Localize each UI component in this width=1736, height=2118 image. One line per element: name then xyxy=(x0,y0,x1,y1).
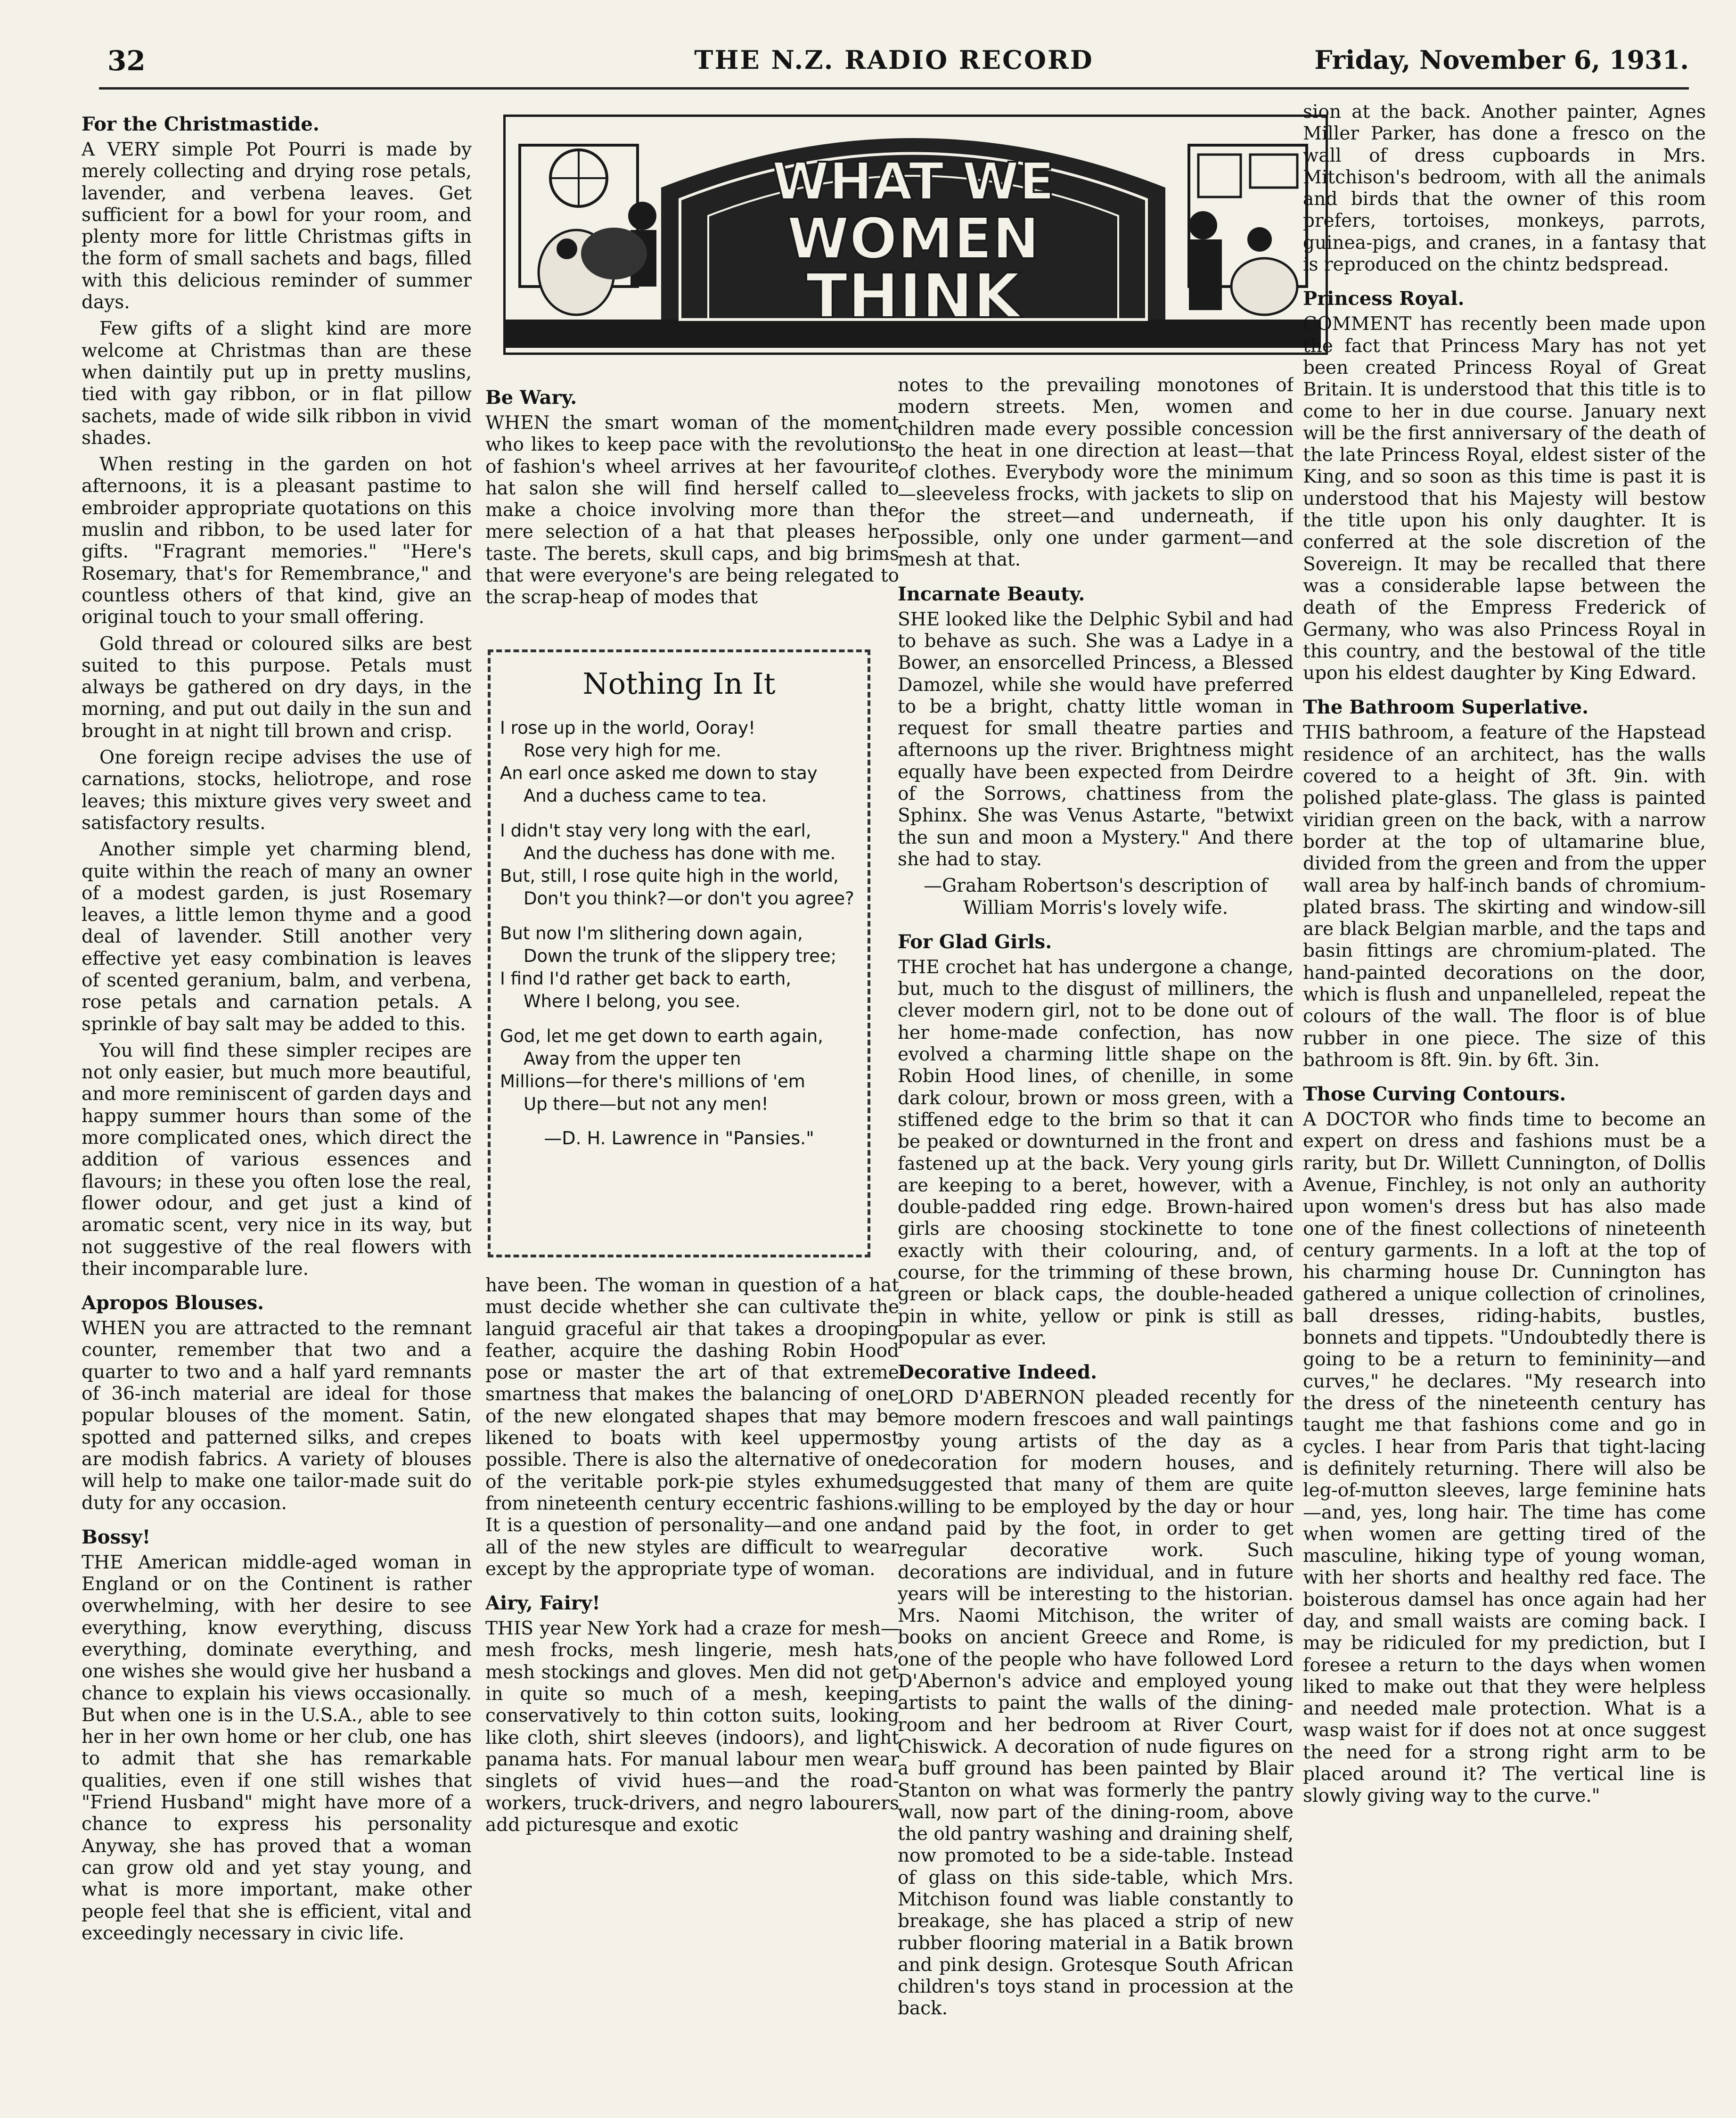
banner-word-1: WHAT WE xyxy=(772,151,1055,212)
poem-stanza xyxy=(500,820,858,910)
poem-body xyxy=(500,717,858,1116)
page-header xyxy=(99,45,1689,90)
article-paragraph: COMMENT has recently been made upon the fact that Princess Mary has not yet been created Princess Royal of Great Britain. It is understood that this title is to come to her in due course. January next will be the first anniversary of the death of the late Princess Royal, eldest sister of the King, and so soon as this time is past it is understood that his Majesty will bestow the title upon his only daughter. It is conferred at the sole discretion of the Sovereign. It may be recalled that there was a considerable lapse between the death of the Empress Frederick of Germany, who was also Princess Royal in this country, and the bestowal of the title upon his eldest daughter by King Edward. xyxy=(1303,313,1706,684)
article-paragraph: WHEN the smart woman of the moment who likes to keep pace with the revolutions of fashion's wheel arrives at her favourite hat salon she will find herself called to make a choice involving more than the mere selection of a hat that pleases her taste. The berets, skull caps, and big brims that were everyone's are being relegated to the scrap-heap of modes that xyxy=(485,412,899,608)
article-heading: Those Curving Contours. xyxy=(1303,1083,1566,1106)
article-paragraph: notes to the prevailing monotones of modern streets. Men, women and children made every possible concession to the heat in one direction at least—that of clothes. Everybody wore the minimum—sleeveless frocks, with jackets to slip on for the street—and underneath, if possible, only one under garment—and mesh at that. xyxy=(898,375,1294,571)
column-4 xyxy=(1303,101,1706,2114)
article-paragraph: THE crochet hat has undergone a change, but, much to the disgust of milliners, the clever modern girl, not to be done out of her home-made confection, has now evolved a charming little shape on the Robin Hood lines, of chenille, in some dark colour, brown or moss green, with a stiffened edge to the brim so that it can be peaked or downturned in the front and fastened up at the back. Very young girls are keeping to a beret, however, with a double-padded ring edge. Brown-haired girls are choosing stockinette to tone exactly with their colouring, and, of course, for the trimming of these brown, green or black caps, the double-headed pin in white, yellow or pink is still as popular as ever. xyxy=(898,956,1294,1349)
article-heading: For Glad Girls. xyxy=(898,930,1052,953)
article-heading: Airy, Fairy! xyxy=(485,1592,600,1615)
poem-line: I rose up in the world, Ooray! xyxy=(500,718,755,738)
article-paragraph: THE American middle-aged woman in England or on the Continent is rather overwhelming, with her desire to see everything, know everything, discuss everything, dominate everything, and one wishes she would give her husband a chance to explain his views occasionally. But when one is in the U.S.A., able to see her in her own home or her club, one has to admit that she has remarkable qualities, even if one still wishes that "Friend Husband" might have more of a chance to express his personality Anyway, she has proved that a woman can grow old and yet stay young, and what is more important, make other people feel that she is efficient, vital and exceedingly necessary in civic life. xyxy=(82,1552,472,1944)
poem-line: I find I'd rather get back to earth, xyxy=(500,969,792,989)
poem-line: But now I'm slithering down again, xyxy=(500,923,803,944)
poem-attribution: —D. H. Lawrence in "Pansies." xyxy=(544,1128,814,1149)
column-3 xyxy=(898,375,1294,2114)
article-paragraph: A VERY simple Pot Pourri is made by merely collecting and drying rose petals, lavender, and verbena leaves. Get sufficient for a bowl for your room, and plenty more for little Christmas gifts in the form of small sachets and bags, filled with this delicious reminder of summer days. xyxy=(82,139,472,313)
poem-stanza xyxy=(500,922,858,1013)
article-paragraph: sion at the back. Another painter, Agnes Miller Parker, has done a fresco on the wall of dress cupboards in Mrs. Mitchison's bedroom, with all the animals and birds that the owner of this room prefers, tortoises, monkeys, parrots, guinea-pigs, and cranes, in a fantasy that is reproduced on the chintz bedspread. xyxy=(1303,101,1706,276)
article-paragraph: THIS bathroom, a feature of the Hapstead residence of an architect, has the walls covered to a height of 3ft. 9in. with polished plate-glass. The glass is painted viridian green on the back, with a narrow border at the top of ultamarine blue, divided from the green and from the upper wall area by half-inch bands of chromium-plated brass. The skirting and window-sill are black Belgian marble, and the taps and basin fittings are chromium-plated. The hand-painted decorations on the door, which is flush and unpanelleled, repeat the colours of the wall. The floor is of blue rubber in one piece. The size of this bathroom is 8ft. 9in. by 6ft. 3in. xyxy=(1303,722,1706,1071)
poem-title: Nothing In It xyxy=(582,666,776,701)
article-paragraph: SHE looked like the Delphic Sybil and had to behave as such. She was a Ladye in a Bower, an ensorcelled Princess, a Blessed Damozel, while she would have preferred to be a bright, chatty little woman in request for small theatre parties and afternoons up the river. Brightness might equally have been expected from Deirdre of the Sorrows, chattiness from the Sphinx. She was Venus Astarte, "betwixt the sun and moon a Mystery." And there she had to stay. xyxy=(898,608,1294,870)
section-banner-illustration xyxy=(503,115,1328,355)
article-heading: The Bathroom Superlative. xyxy=(1303,696,1589,719)
article-signature: —Graham Robertson's description of William Morris's lovely wife. xyxy=(924,875,1268,919)
poem-line: And the duchess has done with me. xyxy=(524,843,836,863)
article-paragraph: Another simple yet charming blend, quite within the reach of many an owner of a modest garden, is just Rosemary leaves, a little lemon thyme and a good deal of lavender. Still another very effective yet easy combination is leaves of scented geranium, balm, and verbena, rose petals and carnation petals. A sprinkle of bay salt may be added to this. xyxy=(82,839,472,1035)
poem-line: An earl once asked me down to stay xyxy=(500,763,818,783)
article-heading: Decorative Indeed. xyxy=(898,1361,1097,1384)
poem-stanza xyxy=(500,1025,858,1116)
poem-stanza xyxy=(500,717,858,807)
article-heading: Incarnate Beauty. xyxy=(898,583,1085,605)
poem-line: And a duchess came to tea. xyxy=(524,786,767,806)
masthead: THE N.Z. RADIO RECORD xyxy=(694,45,1094,75)
poem-line: Millions—for there's millions of 'em xyxy=(500,1071,805,1092)
article-paragraph: THIS year New York had a craze for mesh—mesh frocks, mesh lingerie, mesh hats, mesh stockings and gloves. Men did not get in quite so much of a mesh, keeping conservatively to thin cotton suits, looking like cloth, shirt sleeves (indoors), and light panama hats. For manual labour men wear singlets of vivid hues—and the road-workers, truck-drivers, and negro labourers add picturesque and exotic xyxy=(485,1618,899,1836)
poem-line: Rose very high for me. xyxy=(524,740,721,761)
article-heading: Princess Royal. xyxy=(1303,287,1465,310)
poem-line: Where I belong, you see. xyxy=(524,991,741,1011)
article-paragraph: You will find these simpler recipes are not only easier, but much more beautiful, and more reminiscent of garden days and happy summer hours than some of the more complicated ones, which direct the addition of various essences and flavours; in these you often lose the real, flower odour, and get just a kind of aromatic scent, very nice in its way, but not suggestive of the real flowers with their incomparable lure. xyxy=(82,1040,472,1280)
column-2-top xyxy=(485,375,899,660)
issue-date: Friday, November 6, 1931. xyxy=(1314,45,1689,75)
article-paragraph: When resting in the garden on hot afternoons, it is a pleasant pastime to embroider appropriate quotations on this muslin and ribbon, to be used later for gifts. "Fragrant memories." "Here's Rosemary, that's for Remembrance," and countless others of that kind, give an original touch to your small offering. xyxy=(82,454,472,628)
poem-line: Away from the upper ten xyxy=(524,1049,741,1069)
banner-artwork xyxy=(506,117,1321,348)
article-heading: For the Christmastide. xyxy=(82,113,319,135)
poem-line: But, still, I rose quite high in the world, xyxy=(500,866,839,886)
banner-word-2: WOMEN xyxy=(786,206,1040,272)
article-heading: Be Wary. xyxy=(485,386,577,409)
poem-line: Up there—but not any men! xyxy=(524,1094,769,1114)
page-number: 32 xyxy=(107,45,146,77)
article-paragraph: LORD D'ABERNON pleaded recently for more modern frescoes and wall paintings by young artists of the day as a decoration for modern houses, and suggested that many of them are quite willing to be employed by the day or hour and paid by the foot, in order to get regular decorative work. Such decorations are individual, and in future years will be interesting to the historian. Mrs. Naomi Mitchison, the writer of books on ancient Greece and Rome, is one of the people who have followed Lord D'Abernon's advice and employed young artists to paint the walls of the dining-room and her bedroom at River Court, Chiswick. A decoration of nude figures on a buff ground has been painted by Blair Stanton on what was formerly the pantry wall, now part of the dining-room, above the old pantry washing and draining shelf, now promoted to be a side-table. Instead of glass on this side-table, which Mrs. Mitchison found was liable constantly to breakage, she has placed a strip of new rubber flooring material in a Batik brown and pink design. Grotesque South African children's toys stand in procession at the back. xyxy=(898,1387,1294,2019)
poem-line: Don't you think?—or don't you agree? xyxy=(524,888,854,909)
article-paragraph: One foreign recipe advises the use of carnations, stocks, heliotrope, and rose leaves; this mixture gives very sweet and satisfactory results. xyxy=(82,747,472,834)
article-paragraph: Few gifts of a slight kind are more welcome at Christmas than are these when daintily put up in pretty muslins, tied with gay ribbon, or in flat pillow sachets, made of wide silk ribbon in vivid shades. xyxy=(82,318,472,449)
article-heading: Bossy! xyxy=(82,1526,151,1548)
article-paragraph: have been. The woman in question of a hat must decide whether she can cultivate the languid graceful air that takes a drooping feather, acquire the dashing Robin Hood pose or master the art of that extreme smartness that makes the balancing of one of the new elongated shapes that may be likened to boats with keel uppermost possible. There is also the alternative of one of the veritable pork-pie styles exhumed from nineteenth century eccentric fashions. It is a question of personality—and one and all of the new styles are difficult to wear except by the appropriate type of woman. xyxy=(485,1275,899,1580)
poem-line: Down the trunk of the slippery tree; xyxy=(524,946,837,966)
banner-word-3: THINK xyxy=(806,260,1021,332)
poem-line: I didn't stay very long with the earl, xyxy=(500,821,811,841)
article-paragraph: A DOCTOR who finds time to become an expert on dress and fashions must be a rarity, but Dr. Willett Cunnington, of Dollis Avenue, Finchley, is not only an authority upon women's dress but has also made one of the finest collections of nineteenth century garments. In a loft at the top of his charming house Dr. Cunnington has gathered a unique collection of crinolines, ball dresses, riding-habits, bustles, bonnets and tippets. "Undoubtedly there is going to be a return to femininity—and curves," he declares. "My research into the dress of the nineteenth century has taught me that fashions come and go in cycles. I hear from Paris that tight-lacing is definitely returning. There will also be leg-of-mutton sleeves, large feminine hats—and, yes, long hair. The time has come when women are getting tired of the masculine, hiking type of young woman, with her shorts and healthy red face. The boisterous damsel has once again had her day, and small waists are coming back. I may be ridiculed for my prediction, but I foresee a return to the days when women liked to make out that they were helpless and needed male protection. What is a wasp waist for if does not at once suggest the need for a strong right arm to be placed around it? The vertical line is slowly giving way to the curve." xyxy=(1303,1109,1706,1807)
poem-box xyxy=(488,649,870,1257)
article-paragraph: WHEN you are attracted to the remnant counter, remember that two and a quarter to two and a half yard remnants of 36-inch material are ideal for those popular blouses of the moment. Satin, spotted and patterned silks, and crepes are modish fabrics. A variety of blouses will help to make one tailor-made suit do duty for any occasion. xyxy=(82,1318,472,1514)
column-2-bottom xyxy=(485,1275,899,2109)
column-1 xyxy=(82,101,472,2114)
article-paragraph: Gold thread or coloured silks are best suited to this purpose. Petals must always be gathered on dry days, in the morning, and put out daily in the sun and brought in at night till brown and crisp. xyxy=(82,633,472,742)
article-heading: Apropos Blouses. xyxy=(82,1292,264,1314)
poem-line: God, let me get down to earth again, xyxy=(500,1026,823,1046)
